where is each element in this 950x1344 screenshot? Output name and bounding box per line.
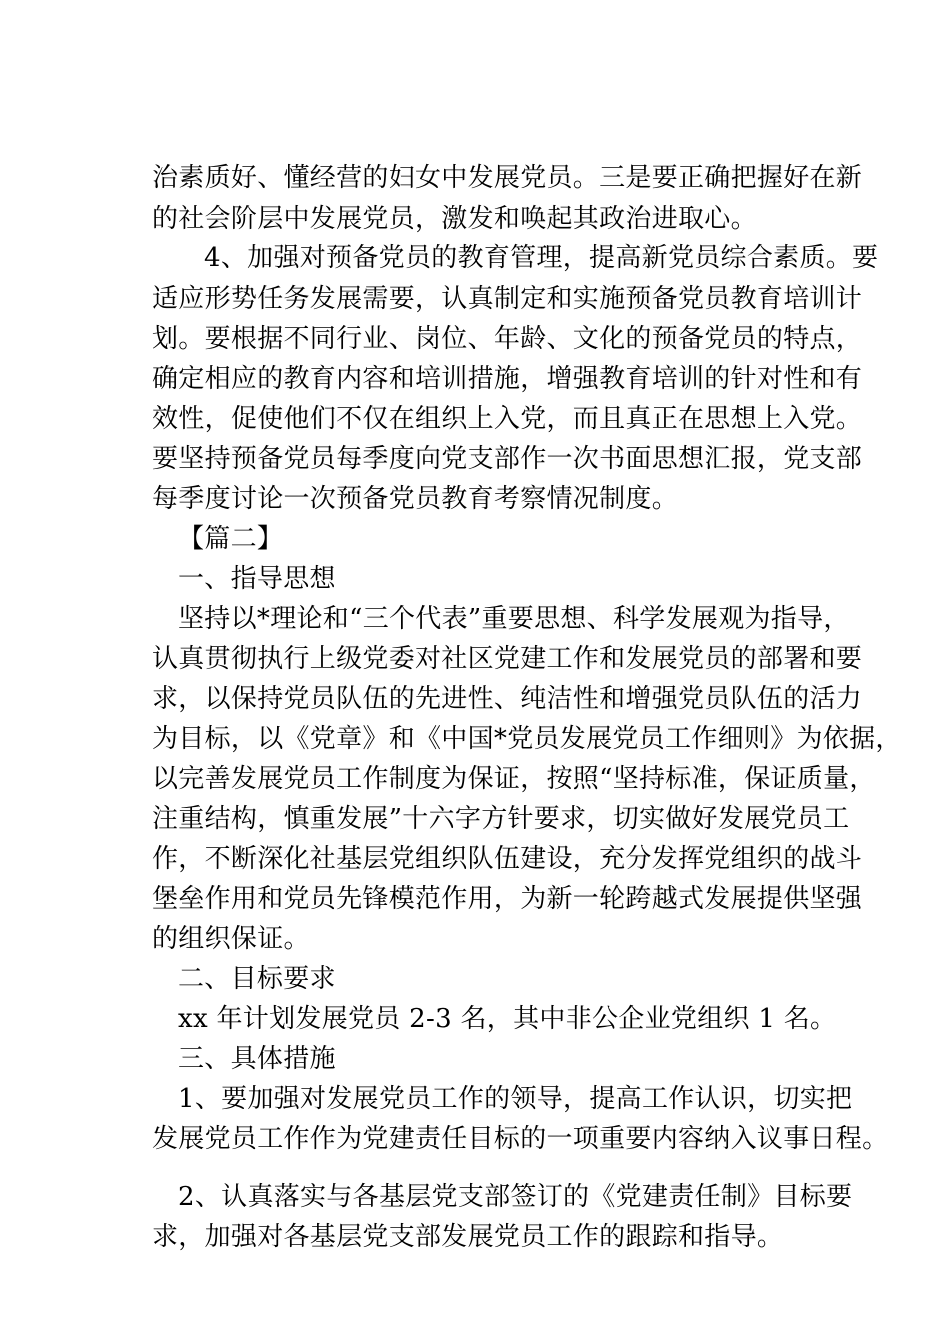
section-heading: 【篇二】 — [178, 524, 284, 554]
paragraph-line: 每季度讨论一次预备党员教育考察情况制度。 — [152, 484, 679, 514]
paragraph-line: 治素质好、懂经营的妇女中发展党员。三是要正确把握好在新 — [152, 163, 863, 193]
paragraph-line: 1、要加强对发展党员工作的领导，提高工作认识，切实把 — [178, 1084, 853, 1114]
paragraph-line: 求，以保持党员队伍的先进性、纯洁性和增强党员队伍的活力 — [152, 684, 863, 714]
paragraph-line: 要坚持预备党员每季度向党支部作一次书面思想汇报，党支部 — [152, 444, 863, 474]
paragraph-line: 2、认真落实与各基层党支部签订的《党建责任制》目标要 — [178, 1182, 853, 1212]
paragraph-line: 确定相应的教育内容和培训措施，增强教育培训的针对性和有 — [152, 364, 863, 394]
paragraph-line: 划。要根据不同行业、岗位、年龄、文化的预备党员的特点， — [152, 324, 863, 354]
paragraph-line: 认真贯彻执行上级党委对社区党建工作和发展党员的部署和要 — [152, 644, 863, 674]
paragraph-line: 堡垒作用和党员先锋模范作用，为新一轮跨越式发展提供坚强 — [152, 884, 863, 914]
paragraph-line: 坚持以*理论和“三个代表”重要思想、科学发展观为指导， — [178, 604, 850, 634]
paragraph-line: 以完善发展党员工作制度为保证，按照“坚持标准，保证质量， — [152, 764, 876, 794]
paragraph-line: 求，加强对各基层党支部发展党员工作的跟踪和指导。 — [152, 1222, 784, 1252]
paragraph-line: 适应形势任务发展需要，认真制定和实施预备党员教育培训计 — [152, 284, 863, 314]
paragraph-line: 的社会阶层中发展党员，激发和唤起其政治进取心。 — [152, 204, 757, 234]
paragraph-line: 效性，促使他们不仅在组织上入党，而且真正在思想上入党。 — [152, 404, 863, 434]
paragraph-line: 4、加强对预备党员的教育管理，提高新党员综合素质。要 — [204, 243, 879, 273]
paragraph-line: xx 年计划发展党员 2-3 名，其中非公企业党组织 1 名。 — [178, 1004, 837, 1034]
paragraph-line: 作，不断深化社基层党组织队伍建设，充分发挥党组织的战斗 — [152, 844, 863, 874]
paragraph-line: 发展党员工作作为党建责任目标的一项重要内容纳入议事日程。 — [152, 1124, 889, 1154]
section-heading: 二、目标要求 — [178, 964, 336, 994]
paragraph-line: 注重结构，慎重发展”十六字方针要求，切实做好发展党员工 — [152, 804, 850, 834]
paragraph-line: 为目标，以《党章》和《中国*党员发展党员工作细则》为依据， — [152, 724, 902, 754]
section-heading: 一、指导思想 — [178, 564, 336, 594]
paragraph-line: 的组织保证。 — [152, 924, 310, 954]
section-heading: 三、具体措施 — [178, 1044, 336, 1074]
